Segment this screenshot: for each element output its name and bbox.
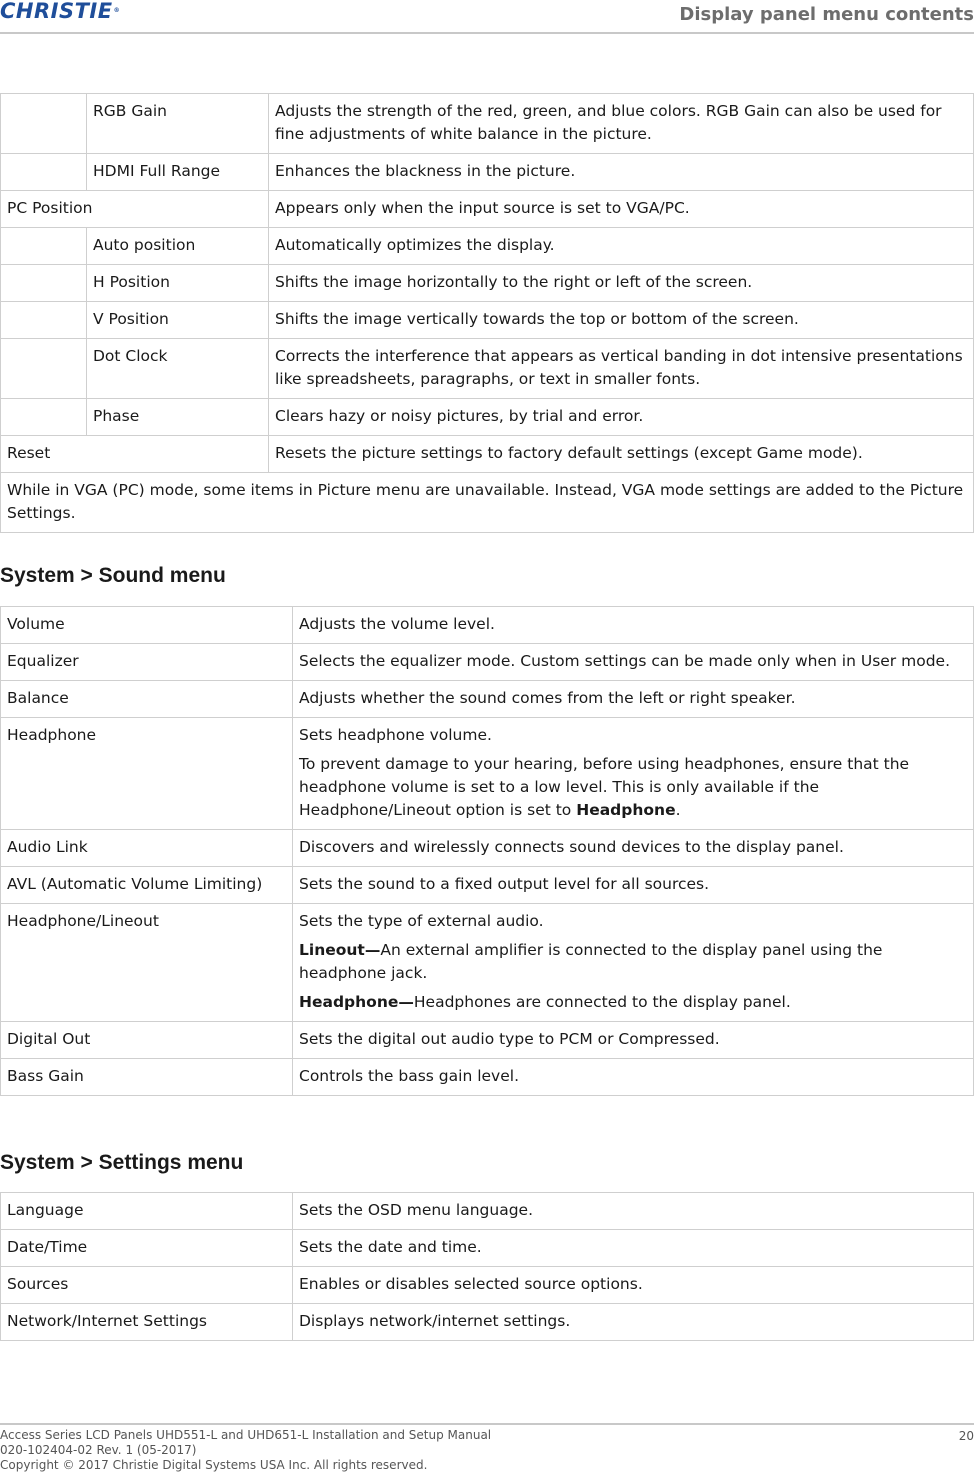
sound-menu-heading: System > Sound menu: [0, 564, 226, 587]
row-label: HDMI Full Range: [87, 154, 269, 191]
row-label: Digital Out: [1, 1022, 293, 1059]
settings-menu-heading: System > Settings menu: [0, 1151, 244, 1174]
table-row: [1, 265, 974, 302]
row-description: Clears hazy or noisy pictures, by trial and error.: [269, 399, 974, 436]
table-row: [1, 644, 974, 681]
table-row: [1, 339, 974, 399]
footer-copyright: Copyright © 2017 Christie Digital Systems USA Inc. All rights reserved.: [0, 1458, 428, 1472]
indent-cell: [1, 302, 87, 339]
row-label: AVL (Automatic Volume Limiting): [1, 867, 293, 904]
row-description: Controls the bass gain level.: [293, 1059, 974, 1096]
table-note: While in VGA (PC) mode, some items in Picture menu are unavailable. Instead, VGA mode settings are added to the Picture Settings.: [1, 473, 974, 533]
row-description: Sets the digital out audio type to PCM or Compressed.: [293, 1022, 974, 1059]
row-label: Headphone/Lineout: [1, 904, 293, 1022]
row-label: Network/Internet Settings: [1, 1304, 293, 1341]
row-description: [293, 718, 974, 830]
row-label: Language: [1, 1193, 293, 1230]
row-description: Displays network/internet settings.: [293, 1304, 974, 1341]
row-label: Sources: [1, 1267, 293, 1304]
row-description: Adjusts the volume level.: [293, 607, 974, 644]
page-header: [0, 0, 974, 34]
row-label: Headphone: [1, 718, 293, 830]
row-description: Adjusts the strength of the red, green, and blue colors. RGB Gain can also be used for fine adjustments of white balance in the picture.: [269, 94, 974, 154]
description-warning: To prevent damage to your hearing, before using headphones, ensure that the headphone volume is set to a low level. This is only available if the Headphone/Lineout option is set to Headphone.: [299, 755, 910, 819]
table-row: [1, 1230, 974, 1267]
table-row: [1, 867, 974, 904]
picture-menu-table: [0, 93, 974, 533]
table-row: [1, 191, 974, 228]
table-row: [1, 228, 974, 265]
row-description: Discovers and wirelessly connects sound devices to the display panel.: [293, 830, 974, 867]
table-row: [1, 830, 974, 867]
table-row: [1, 436, 974, 473]
row-label: Bass Gain: [1, 1059, 293, 1096]
table-row: [1, 1193, 974, 1230]
description-line: Sets headphone volume.: [299, 726, 492, 744]
table-note-row: [1, 473, 974, 533]
table-row: [1, 399, 974, 436]
row-description: Appears only when the input source is set to VGA/PC.: [269, 191, 974, 228]
indent-cell: [1, 339, 87, 399]
footer-manual-title: Access Series LCD Panels UHD551-L and UHD651-L Installation and Setup Manual: [0, 1428, 492, 1442]
indent-cell: [1, 265, 87, 302]
description-line: Sets the type of external audio.: [299, 912, 544, 930]
settings-menu-table: [0, 1192, 974, 1341]
page-footer: [0, 1423, 974, 1473]
row-description: Shifts the image horizontally to the right or left of the screen.: [269, 265, 974, 302]
row-label: V Position: [87, 302, 269, 339]
row-description: Enhances the blackness in the picture.: [269, 154, 974, 191]
row-label: Volume: [1, 607, 293, 644]
footer-document-number: 020-102404-02 Rev. 1 (05-2017): [0, 1443, 197, 1457]
row-label: RGB Gain: [87, 94, 269, 154]
row-description: Selects the equalizer mode. Custom settings can be made only when in User mode.: [293, 644, 974, 681]
description-option: Lineout—An external amplifier is connected to the display panel using the headphone jack.: [299, 941, 883, 982]
row-description: [293, 904, 974, 1022]
indent-cell: [1, 94, 87, 154]
row-description: Resets the picture settings to factory default settings (except Game mode).: [269, 436, 974, 473]
sound-menu-table: [0, 606, 974, 1096]
table-row: [1, 1304, 974, 1341]
row-description: Enables or disables selected source options.: [293, 1267, 974, 1304]
table-row: [1, 607, 974, 644]
table-row: [1, 154, 974, 191]
table-row: [1, 1022, 974, 1059]
row-label: Balance: [1, 681, 293, 718]
table-row: [1, 681, 974, 718]
row-label: Auto position: [87, 228, 269, 265]
row-description: Automatically optimizes the display.: [269, 228, 974, 265]
row-description: Sets the sound to a fixed output level for all sources.: [293, 867, 974, 904]
table-row: [1, 94, 974, 154]
row-label: Dot Clock: [87, 339, 269, 399]
row-description: Shifts the image vertically towards the top or bottom of the screen.: [269, 302, 974, 339]
table-row: [1, 1267, 974, 1304]
table-row: [1, 904, 974, 1022]
table-row: [1, 302, 974, 339]
row-label: Date/Time: [1, 1230, 293, 1267]
row-description: Corrects the interference that appears as vertical banding in dot intensive presentations like spreadsheets, paragraphs, or text in smaller fonts.: [269, 339, 974, 399]
description-option: Headphone—Headphones are connected to the display panel.: [299, 993, 791, 1011]
row-label: Equalizer: [1, 644, 293, 681]
indent-cell: [1, 399, 87, 436]
row-label: H Position: [87, 265, 269, 302]
table-row: [1, 1059, 974, 1096]
row-label: Phase: [87, 399, 269, 436]
indent-cell: [1, 228, 87, 265]
page-number: 20: [958, 1429, 974, 1443]
row-label: Audio Link: [1, 830, 293, 867]
header-title: Display panel menu contents: [679, 4, 974, 25]
indent-cell: [1, 154, 87, 191]
row-label: PC Position: [1, 191, 269, 228]
row-description: Adjusts whether the sound comes from the left or right speaker.: [293, 681, 974, 718]
row-description: Sets the OSD menu language.: [293, 1193, 974, 1230]
row-label: Reset: [1, 436, 269, 473]
table-row: [1, 718, 974, 830]
row-description: Sets the date and time.: [293, 1230, 974, 1267]
christie-logo: CHRISTIE®: [0, 0, 121, 23]
